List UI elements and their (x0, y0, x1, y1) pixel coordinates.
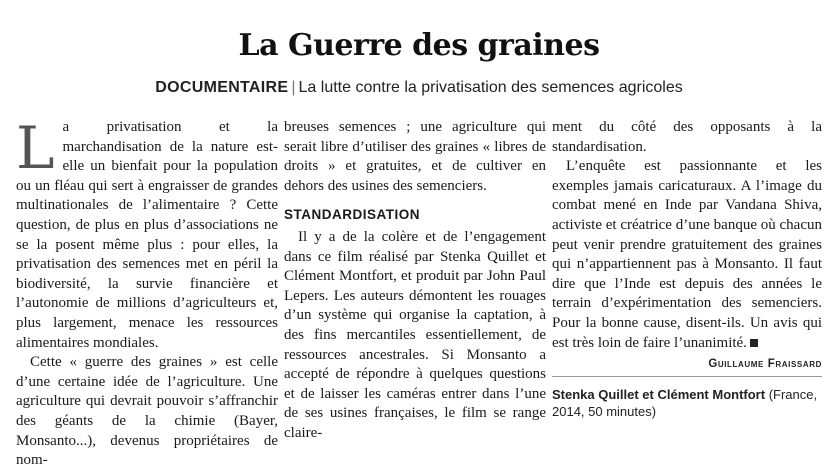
article-column-3 (552, 118, 822, 375)
article-column-1 (16, 114, 278, 471)
paragraph: breuses semences ; une agriculture qui serait libre d’utiliser des graines « libres de droits » et gratuites, et de cultiver en dehors des usines des semenciers. (284, 119, 546, 194)
article-deck: La lutte contre la privatisation des semences agricoles (298, 79, 683, 96)
article-subline (0, 79, 838, 97)
credits-details: (France, 2014, 50 minutes) (552, 387, 818, 419)
paragraph (552, 157, 822, 353)
section-kicker: DOCUMENTAIRE (155, 79, 289, 96)
article-column-2 (284, 118, 546, 444)
paragraph: Cette « guerre des graines » est celle d’une certaine idée de l’agriculture. Une agriculture qui devrait pouvoir s’affranchir des géants de la chimie (Bayer, Monsanto...), devenus propriétaires de nom- (16, 354, 278, 469)
film-credits (552, 386, 824, 420)
paragraph: Il y a de la colère et de l’engagement dans ce film réalisé par Stenka Quillet et Clément Montfort, et produit par John Paul Lepers. Les auteurs démontent les rouages d’un système qui organise la captation, à des fins mercantiles essentiellement, de ressources ancestrales. Si Monsanto a accepté de répondre à quelques questions et de laisser les caméras entrer dans l’une de ses usines françaises, le film se range claire- (284, 228, 546, 441)
paragraph (16, 114, 278, 353)
end-mark-icon (750, 339, 758, 347)
paragraph-text: a privatisation et la marchandisation de la nature est-elle un bienfait pour la population ou un fléau qui sert à engraisser de grandes multinationales de l’alimentaire ? Cette question, de plus en plus d’associations ne se la posent même plus : pour elles, la privatisation des semences met en péril la biodiversité, la survie financière et l’autonomie de millions d’agriculteurs et, plus largement, menace les ressources alimentaires mondiales. (16, 119, 278, 351)
drop-cap: L (16, 114, 55, 182)
article-headline: La Guerre des graines (238, 28, 600, 63)
credits-directors: Stenka Quillet et Clément Montfort (552, 387, 766, 402)
author-byline: Guillaume Fraissard (708, 358, 822, 371)
section-subhead: STANDARDISATION (284, 207, 420, 223)
kicker-separator: | (291, 79, 296, 96)
paragraph: ment du côté des opposants à la standardisation. (552, 119, 822, 155)
credits-divider (552, 376, 822, 377)
paragraph-text: L’enquête est passionnante et les exemples jamais caricaturaux. A l’image du combat mené en Inde par Vandana Shiva, activiste et créatrice d’une banque où chacun peut venir prendre gratuitement des graines qui n’appartiennent pas à Monsanto. Il faut dire que l’Inde est depuis des années le terrain d’expérimentation des semenciers. Pour la bonne cause, disent-ils. Un avis qui est très loin de faire l’unanimité. (552, 158, 822, 351)
